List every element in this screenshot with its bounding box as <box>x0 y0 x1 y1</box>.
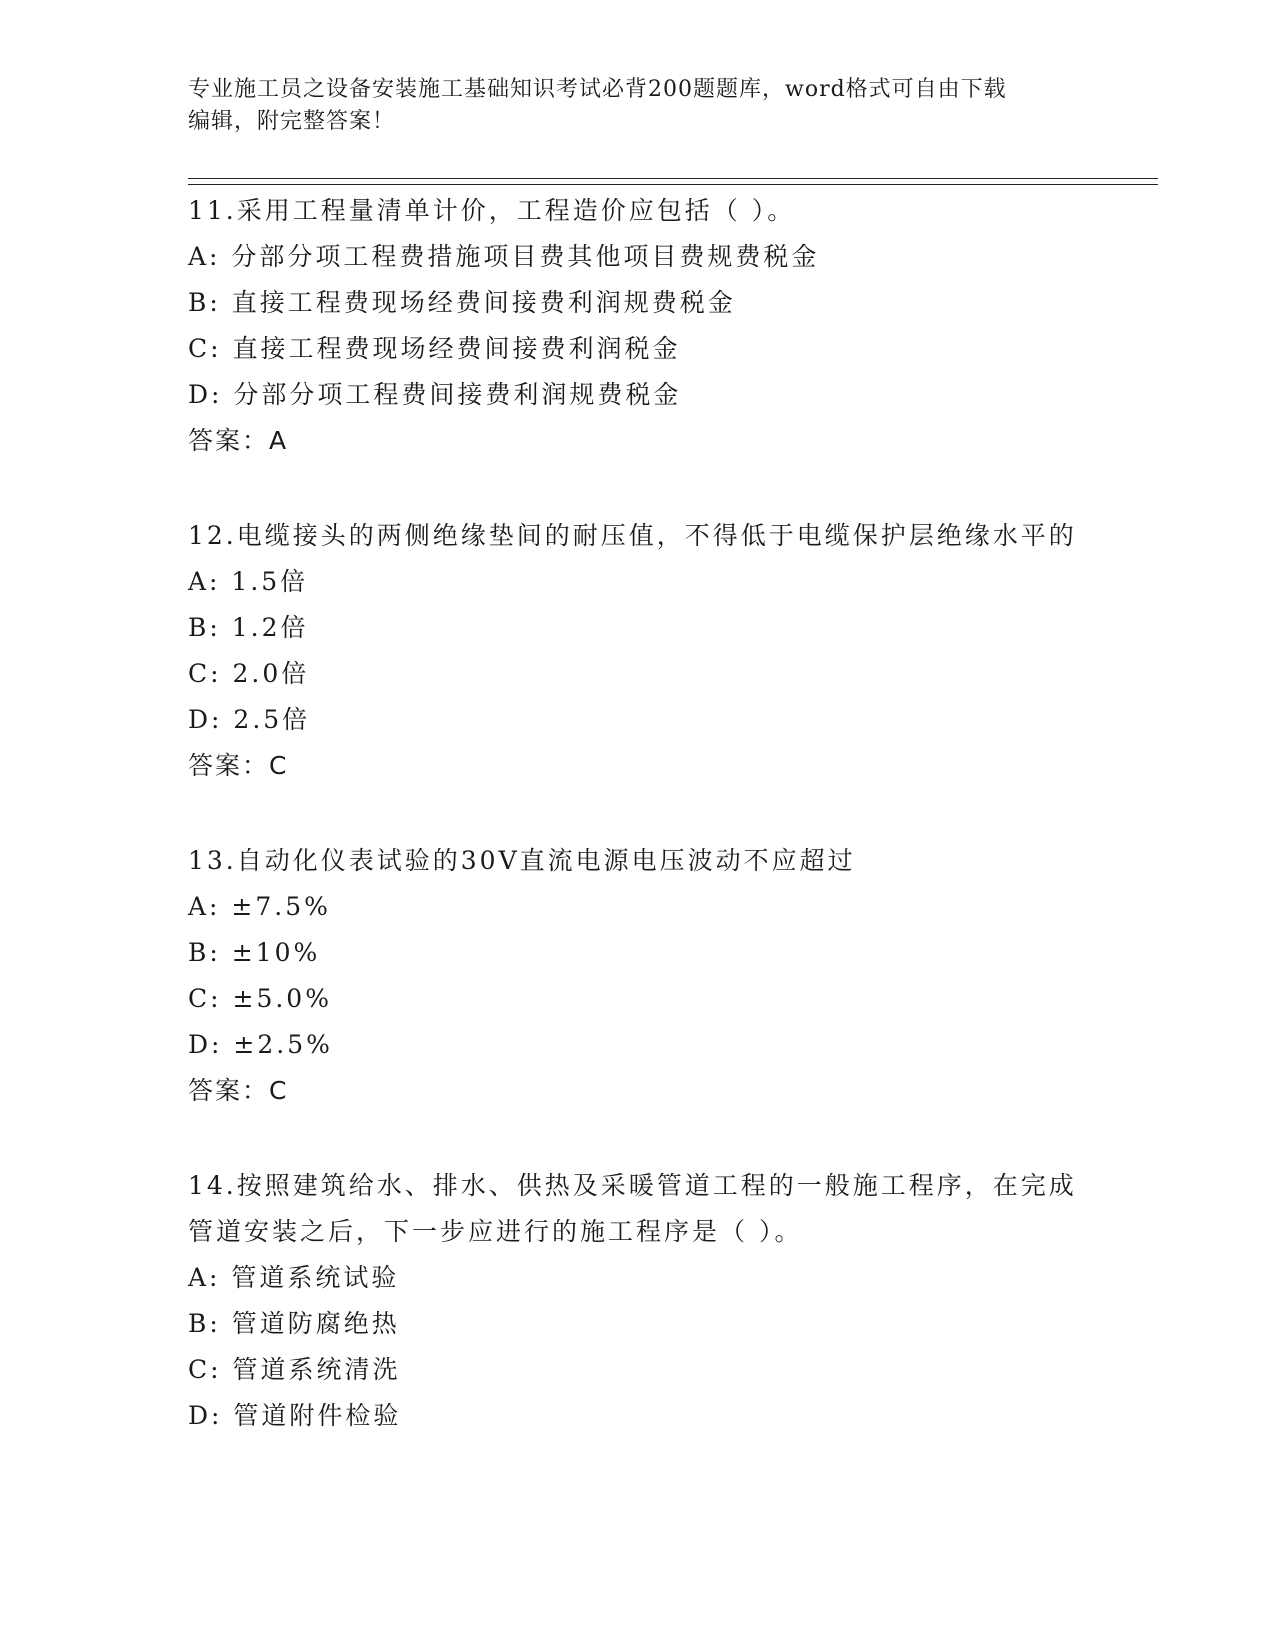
answer-line: 答案：C <box>188 751 289 780</box>
option-d: D: 2.5倍 <box>188 705 311 734</box>
header-title-line-2: 编辑，附完整答案！ <box>188 109 396 134</box>
option-b: B: ±10% <box>188 938 321 967</box>
option-c: C: 直接工程费现场经费间接费利润税金 <box>188 334 681 363</box>
question-text: 13.自动化仪表试验的30V直流电源电压波动不应超过 <box>188 846 856 875</box>
question-text: 12.电缆接头的两侧绝缘垫间的耐压值，不得低于电缆保护层绝缘水平的 <box>188 521 1077 550</box>
option-b: B: 1.2倍 <box>188 613 309 642</box>
header-title-line-1: 专业施工员之设备安装施工基础知识考试必背200题题库，word格式可自由下载 <box>188 77 1007 102</box>
option-a: A: 1.5倍 <box>188 567 309 596</box>
header-divider-top <box>188 178 1158 179</box>
question-12 <box>188 513 1088 789</box>
option-b: B: 直接工程费现场经费间接费利润规费税金 <box>188 288 736 317</box>
option-c: C: 2.0倍 <box>188 659 310 688</box>
header-divider-bottom <box>188 184 1158 185</box>
option-a: A: ±7.5% <box>188 892 331 921</box>
question-13 <box>188 838 1088 1114</box>
option-d: D: 分部分项工程费间接费利润规费税金 <box>188 380 682 409</box>
question-14 <box>188 1163 1088 1439</box>
option-d: D: 管道附件检验 <box>188 1401 402 1430</box>
answer-line: 答案：C <box>188 1076 289 1105</box>
option-a: A: 管道系统试验 <box>188 1263 400 1292</box>
option-c: C: ±5.0% <box>188 984 332 1013</box>
question-list <box>188 188 1088 1488</box>
document-header <box>188 74 1088 138</box>
question-text: 14.按照建筑给水、排水、供热及采暖管道工程的一般施工程序，在完成管道安装之后，下一步应进行的施工程序是（ ）。 <box>188 1171 1077 1246</box>
question-11 <box>188 188 1088 464</box>
answer-line: 答案：A <box>188 426 289 455</box>
option-d: D: ±2.5% <box>188 1030 333 1059</box>
question-text: 11.采用工程量清单计价，工程造价应包括（ ）。 <box>188 196 796 225</box>
option-b: B: 管道防腐绝热 <box>188 1309 400 1338</box>
option-c: C: 管道系统清洗 <box>188 1355 401 1384</box>
option-a: A: 分部分项工程费措施项目费其他项目费规费税金 <box>188 242 820 271</box>
